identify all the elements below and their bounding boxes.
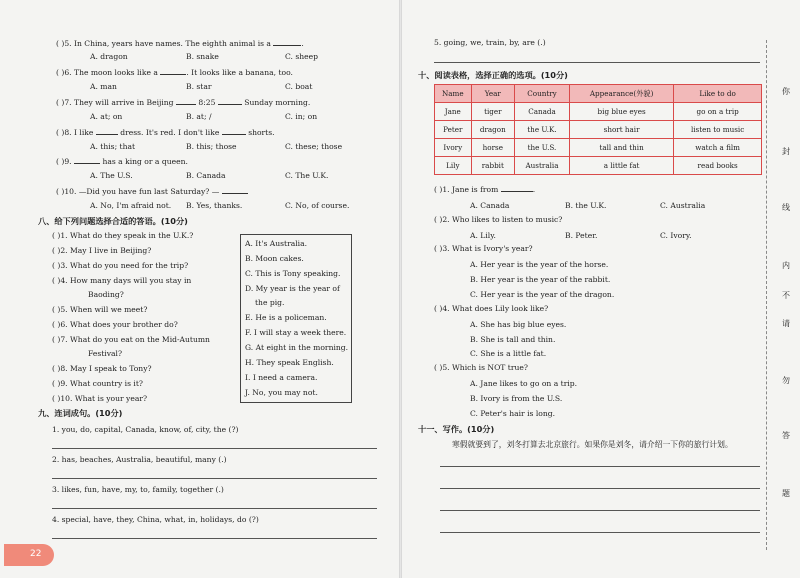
- table-cell: the U.K.: [515, 121, 570, 139]
- table-row: [435, 121, 762, 139]
- q7-10-stem: ( )10. —Did you have fun last Saturday? —: [56, 186, 248, 196]
- answer-c: C. This is Tony speaking.: [245, 269, 341, 278]
- s10-q5-opt-a: A. Jane likes to go on a trip.: [470, 379, 578, 388]
- table-cell: the U.S.: [515, 139, 570, 157]
- table-header: Like to do: [674, 85, 762, 103]
- binding-cut-line: [766, 40, 767, 550]
- q7-8-opt-a: A. this; that: [90, 142, 136, 151]
- s8-question-3: ( )3. What do you need for the trip?: [52, 261, 189, 270]
- writing-line: [440, 488, 760, 489]
- table-cell: tall and thin: [569, 139, 673, 157]
- q7-5-opt-b: B. snake: [186, 52, 219, 61]
- answer-h: H. They speak English.: [245, 358, 334, 367]
- s10-q1-stem: ( )1. Jane is from .: [434, 185, 536, 194]
- page-fold: [399, 0, 402, 578]
- margin-char: 内: [782, 261, 790, 270]
- q7-10-opt-b: B. Yes, thanks.: [186, 201, 243, 210]
- s8-question-2: ( )2. May I live in Beijing?: [52, 246, 152, 255]
- table-header: Appearance(外貌): [569, 85, 673, 103]
- table-header: Country: [515, 85, 570, 103]
- q7-9-opt-b: B. Canada: [186, 171, 226, 180]
- answer-line: [52, 448, 377, 449]
- section-8-title: 八、给下列问题选择合适的答语。(10分): [38, 216, 188, 226]
- s8-question-1: ( )1. What do they speak in the U.K.?: [52, 231, 194, 240]
- q7-7-stem: ( )7. They will arrive in Beijing 8:25 Sunday morning.: [56, 98, 311, 107]
- table-cell: Lily: [435, 157, 472, 175]
- s10-q2-opt-a: A. Lily.: [470, 231, 496, 240]
- writing-line: [440, 466, 760, 467]
- table-cell: watch a film: [674, 139, 762, 157]
- s8-question-9: ( )9. What country is it?: [52, 379, 143, 388]
- s8-question-7-cont: Festival?: [88, 349, 123, 358]
- answer-b: B. Moon cakes.: [245, 254, 304, 263]
- s10-q4-stem: ( )4. What does Lily look like?: [434, 304, 549, 313]
- s8-question-4: ( )4. How many days will you stay in: [52, 276, 192, 285]
- s8-question-6: ( )6. What does your brother do?: [52, 320, 178, 329]
- s10-q4-opt-c: C. She is a little fat.: [470, 349, 547, 358]
- s8-question-7: ( )7. What do you eat on the Mid-Autumn: [52, 335, 210, 344]
- table-cell: tiger: [471, 103, 514, 121]
- table-cell: go on a trip: [674, 103, 762, 121]
- q7-7-opt-a: A. at; on: [90, 112, 123, 121]
- table-cell: Ivory: [435, 139, 472, 157]
- q7-5-stem: ( )5. In China, years have names. The eighth animal is a .: [56, 39, 304, 48]
- section-10-title: 十、阅读表格，选择正确的选项。(10分): [418, 70, 568, 80]
- s10-q2-opt-b: B. Peter.: [565, 231, 598, 240]
- answer-line: [434, 62, 760, 63]
- answer-f: F. I will stay a week there.: [245, 328, 347, 337]
- table-cell: Canada: [515, 103, 570, 121]
- q7-10-opt-c: C. No, of course.: [285, 201, 350, 210]
- s8-question-8: ( )8. May I speak to Tony?: [52, 364, 152, 373]
- answer-line: [52, 508, 377, 509]
- s10-q5-stem: ( )5. Which is NOT true?: [434, 363, 528, 372]
- table-cell: listen to music: [674, 121, 762, 139]
- section-9-title: 九、连词成句。(10分): [38, 408, 123, 418]
- table-header-row: [435, 85, 762, 103]
- table-header: Year: [471, 85, 514, 103]
- answer-a: A. It's Australia.: [245, 239, 308, 248]
- s10-q2-stem: ( )2. Who likes to listen to music?: [434, 215, 563, 224]
- s9-item-5: 5. going, we, train, by, are (.): [434, 38, 546, 47]
- section-11-title: 十一、写作。(10分): [418, 424, 495, 434]
- table-cell: rabbit: [471, 157, 514, 175]
- writing-line: [440, 510, 760, 511]
- table-cell: dragon: [471, 121, 514, 139]
- margin-char: 你: [782, 87, 790, 96]
- s9-item-2: 2. has, beaches, Australia, beautiful, many (.): [52, 455, 227, 464]
- q7-6-opt-c: C. boat: [285, 82, 313, 91]
- s8-question-5: ( )5. When will we meet?: [52, 305, 148, 314]
- answer-d-cont: the pig.: [255, 298, 285, 307]
- q7-8-stem: ( )8. I like dress. It's red. I don't like shorts.: [56, 128, 275, 137]
- table-row: [435, 157, 762, 175]
- s10-q4-opt-b: B. She is tall and thin.: [470, 335, 556, 344]
- s10-q1-opt-c: C. Australia: [660, 201, 706, 210]
- s10-q3-opt-b: B. Her year is the year of the rabbit.: [470, 275, 611, 284]
- q7-7-opt-c: C. in; on: [285, 112, 318, 121]
- margin-char: 线: [782, 203, 790, 212]
- margin-char: 勿: [782, 376, 790, 385]
- q7-8-opt-c: C. these; those: [285, 142, 343, 151]
- table-header: Name: [435, 85, 472, 103]
- s9-item-4: 4. special, have, they, China, what, in, holidays, do (?): [52, 515, 259, 524]
- table-cell: Peter: [435, 121, 472, 139]
- q7-6-opt-b: B. star: [186, 82, 212, 91]
- answer-line: [52, 478, 377, 479]
- table-cell: horse: [471, 139, 514, 157]
- info-table: [434, 84, 762, 175]
- s10-q5-opt-c: C. Peter's hair is long.: [470, 409, 555, 418]
- margin-char: 不: [782, 291, 790, 300]
- s10-q3-opt-c: C. Her year is the year of the dragon.: [470, 290, 615, 299]
- answer-d: D. My year is the year of: [245, 284, 340, 293]
- q7-7-opt-b: B. at; /: [186, 112, 212, 121]
- q7-9-opt-c: C. The U.K.: [285, 171, 329, 180]
- s10-q1-opt-b: B. the U.K.: [565, 201, 607, 210]
- s8-question-10: ( )10. What is your year?: [52, 394, 148, 403]
- q7-5-opt-a: A. dragon: [90, 52, 128, 61]
- writing-line: [440, 532, 760, 533]
- margin-char: 请: [782, 319, 790, 328]
- q7-8-opt-b: B. this; those: [186, 142, 237, 151]
- s8-question-4-cont: Baoding?: [88, 290, 124, 299]
- q7-5-opt-c: C. sheep: [285, 52, 319, 61]
- writing-prompt: 寒假就要到了，刘冬打算去北京旅行。如果你是刘冬，请介绍一下你的旅行计划。: [452, 440, 733, 449]
- s10-q3-opt-a: A. Her year is the year of the horse.: [470, 260, 609, 269]
- margin-char: 题: [782, 489, 790, 498]
- q7-9-stem: ( )9. has a king or a queen.: [56, 157, 188, 166]
- table-cell: a little fat: [569, 157, 673, 175]
- answer-e: E. He is a policeman.: [245, 313, 327, 322]
- table-cell: read books: [674, 157, 762, 175]
- q7-6-stem: ( )6. The moon looks like a . It looks like a banana, too.: [56, 68, 293, 77]
- q7-9-opt-a: A. The U.S.: [90, 171, 133, 180]
- table-cell: Jane: [435, 103, 472, 121]
- answer-j: J. No, you may not.: [245, 388, 318, 397]
- table-cell: big blue eyes: [569, 103, 673, 121]
- table-row: [435, 139, 762, 157]
- s10-q5-opt-b: B. Ivory is from the U.S.: [470, 394, 563, 403]
- q7-10-opt-a: A. No, I'm afraid not.: [90, 201, 172, 210]
- table-row: [435, 103, 762, 121]
- q7-6-opt-a: A. man: [90, 82, 117, 91]
- answer-i: I. I need a camera.: [245, 373, 318, 382]
- s9-item-1: 1. you, do, capital, Canada, know, of, city, the (?): [52, 425, 239, 434]
- table-cell: Australia: [515, 157, 570, 175]
- s9-item-3: 3. likes, fun, have, my, to, family, together (.): [52, 485, 224, 494]
- s10-q2-opt-c: C. Ivory.: [660, 231, 692, 240]
- s10-q3-stem: ( )3. What is Ivory's year?: [434, 244, 533, 253]
- answer-options-box: [240, 234, 352, 403]
- page-number-tab: [4, 544, 54, 566]
- s10-q1-opt-a: A. Canada: [470, 201, 510, 210]
- margin-char: 答: [782, 431, 790, 440]
- page-number: 22: [30, 549, 42, 559]
- s10-q4-opt-a: A. She has big blue eyes.: [470, 320, 567, 329]
- table-cell: short hair: [569, 121, 673, 139]
- margin-char: 封: [782, 147, 790, 156]
- answer-g: G. At eight in the morning.: [245, 343, 349, 352]
- answer-line: [52, 538, 377, 539]
